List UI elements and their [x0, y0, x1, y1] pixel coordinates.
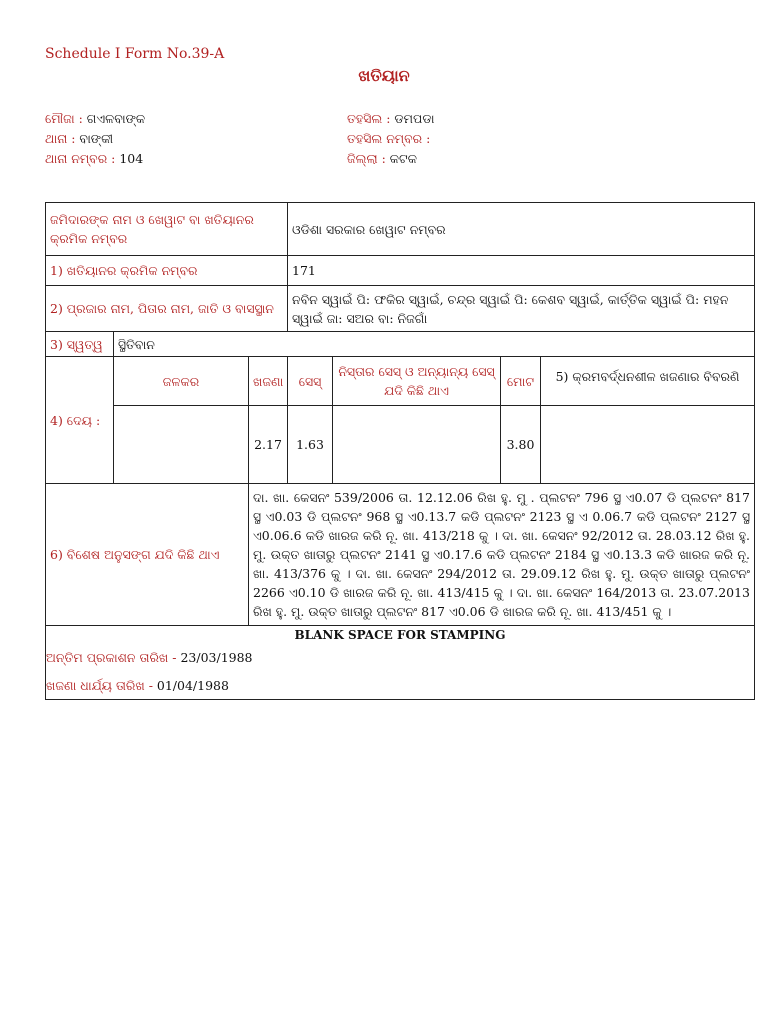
- table-row-khatiyan-no: [46, 256, 755, 286]
- dues-value-progressive: [541, 406, 755, 484]
- table-row-owner: [46, 203, 755, 256]
- khatiyan-table: [45, 202, 755, 700]
- table-row-status: [46, 332, 755, 357]
- dues-value-jalakara: [114, 406, 249, 484]
- dues-header-jalakara: ଜଳକର: [114, 357, 249, 406]
- publication-label: ଅନ୍ତିମ ପ୍ରକାଶନ ତାରିଖ -: [46, 650, 177, 665]
- tenant-label: 2) ପ୍ରଜାର ନାମ, ପିତାର ନାମ, ଜାତି ଓ ବାସସ୍ଥାନ: [46, 286, 288, 332]
- owner-value: ଓଡିଶା ସରକାର ଖେୱାଟ ନମ୍ବର: [288, 203, 755, 256]
- dues-value-nistar: [333, 406, 501, 484]
- thana-line: [45, 131, 113, 147]
- dues-value-cess: 1.63: [288, 406, 333, 484]
- thana-no-line: [45, 151, 143, 167]
- district-label: ଜିଲ୍ଲା :: [347, 151, 386, 166]
- rent-date-label: ଖଜଣା ଧାର୍ଯ୍ୟ ତାରିଖ -: [46, 678, 153, 693]
- dues-value-khajana: 2.17: [249, 406, 288, 484]
- dues-header-nistar: ନିସ୍ତାର ସେସ୍ ଓ ଅନ୍ୟାନ୍ୟ ସେସ୍ ଯଦି କିଛି ଥାଏ: [333, 357, 501, 406]
- rent-date-line: [46, 676, 754, 695]
- tahasil-label: ତହସିଲ :: [347, 111, 391, 126]
- form-number: Schedule I Form No.39-A: [45, 46, 225, 62]
- status-label: 3) ସ୍ୱତ୍ୱ: [46, 332, 114, 357]
- khatiyan-no-label: 1) ଖତିୟାନର କ୍ରମିକ ନମ୍ବର: [46, 256, 288, 286]
- tahasil-value: ଡମପଡା: [394, 111, 435, 126]
- table-row-remarks: [46, 484, 755, 626]
- publication-line: [46, 648, 754, 667]
- publication-date: 23/03/1988: [180, 650, 253, 665]
- dues-header-progressive: 5) କ୍ରମବର୍ଦ୍ଧନଶୀଳ ଖଜଣାର ବିବରଣି: [541, 357, 755, 406]
- dues-label: 4) ଦେୟ :: [46, 357, 114, 484]
- remarks-value: ଦା. ଖା. କେସନଂ 539/2006 ତା. 12.12.06 ରିଖ ହୁ. ମୁ . ପ୍ଲଟନଂ 796 ସ୍ଥ ଏ0.07 ଡି ପ୍ଲଟନଂ 817 ସ୍ଥ ଏ0.03 ଡି ପ୍ଲଟନଂ 968 ସ୍ଥ ଏ0.13.7 କଡି ପ୍ଲଟନଂ 2123 ସ୍ଥ ଏ 0.06.7 କଡି ପ୍ଲଟନଂ 2127 ସ୍ଥ ଏ0.06.6 କଡି ଖାରଜ କରି ନୂ. ଖା. 413/218 କୁ । ଦା. ଖା. କେସନଂ 92/2012 ତା. 28.03.12 ରିଖ ହୁ. ମୁ. ଉକ୍ତ ଖାତାରୁ ପ୍ଲଟନଂ 2141 ସ୍ଥ ଏ0.17.6 କଡି ପ୍ଲଟନଂ 2184 ସ୍ଥ ଏ0.13.3 କଡି ଖାରଜ କରି ନୂ. ଖା. 413/376 କୁ । ଦା. ଖା. କେସନଂ 294/2012 ତା. 29.09.12 ରିଖ ହୁ. ମୁ. ଉକ୍ତ ଖାତାରୁ ପ୍ଲଟନଂ 2266 ଏ0.10 ଡି ଖାରଜ କରି ନୂ. ଖା. 413/415 କୁ । ଦା. ଖା. କେସନଂ 164/2013 ତା. 23.07.2013 ରିଖ ହୁ. ମୁ. ଉକ୍ତ ଖାତାରୁ ପ୍ଲଟନଂ 817 ଏ0.06 ଡି ଖାରଜ କରି ନୂ. ଖା. 413/451 କୁ ।: [249, 484, 755, 626]
- remarks-label: 6) ବିଶେଷ ଅନୁସଙ୍ଗ ଯଦି କିଛି ଥାଏ: [46, 484, 249, 626]
- mouza-line: [45, 111, 145, 127]
- rent-date: 01/04/1988: [156, 678, 229, 693]
- tenant-value: ନବିନ ସ୍ୱାଇଁ ପି: ଫକିର ସ୍ୱାଇଁ, ଚନ୍ଦ୍ର ସ୍ୱାଇଁ ପି: କେଶବ ସ୍ୱାଇଁ, କାର୍ତ୍ତିକ ସ୍ୱାଇଁ ପି: ମହନ ସ୍ୱାଇଁ ଜା: ସଅର ବା: ନିଜଗାଁ: [288, 286, 755, 332]
- dues-header-total: ମୋଟ: [501, 357, 541, 406]
- thana-value: ବାଙ୍କୀ: [79, 131, 114, 146]
- tahasil-no-label: ତହସିଲ ନମ୍ବର :: [347, 131, 431, 146]
- district-value: କଟକ: [389, 151, 417, 166]
- mouza-value: ଗଏଳବାଙ୍କ: [86, 111, 146, 126]
- status-value: ସ୍ଥିତିବାନ: [114, 332, 755, 357]
- dues-value-total: 3.80: [501, 406, 541, 484]
- thana-label: ଥାନା :: [45, 131, 76, 146]
- table-row-dues-header: [46, 357, 755, 406]
- mouza-label: ମୌଜା :: [45, 111, 83, 126]
- owner-label: ଜମିଦାରଙ୍କ ନାମ ଓ ଖେୱାଟ ବା ଖତିୟାନର କ୍ରମିକ ନମ୍ବର: [46, 203, 288, 256]
- tahasil-line: [347, 111, 434, 127]
- document-title: ଖତିୟାନ: [358, 66, 410, 85]
- thana-no-value: 104: [119, 151, 144, 166]
- khatiyan-no-value: 171: [288, 256, 755, 286]
- dues-header-cess: ସେସ୍: [288, 357, 333, 406]
- thana-no-label: ଥାନା ନମ୍ବର :: [45, 151, 116, 166]
- tahasil-no-line: [347, 131, 430, 147]
- stamp-space-label: BLANK SPACE FOR STAMPING: [294, 628, 506, 642]
- footer-cell: [46, 626, 755, 700]
- table-row-footer: [46, 626, 755, 700]
- district-line: [347, 151, 417, 167]
- table-row-dues-values: [46, 406, 755, 484]
- table-row-tenant: [46, 286, 755, 332]
- dues-header-khajana: ଖଜଣା: [249, 357, 288, 406]
